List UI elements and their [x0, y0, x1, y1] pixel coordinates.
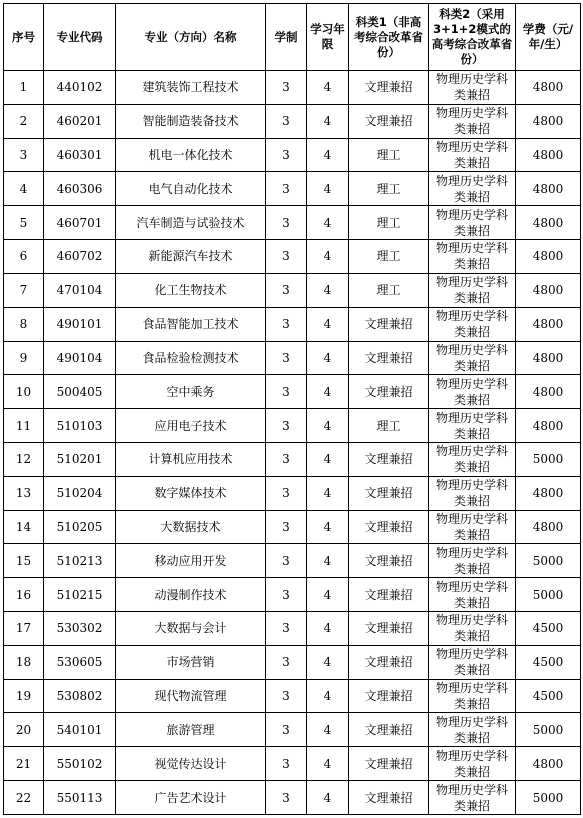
table-row — [4, 578, 581, 612]
cell-system: 3 — [266, 341, 307, 375]
cell-major-name: 现代物流管理 — [116, 679, 266, 713]
cell-years: 4 — [307, 747, 349, 781]
cell-fee: 4800 — [516, 71, 581, 105]
cell-category-1: 文理兼招 — [349, 544, 429, 578]
table-row — [4, 240, 581, 274]
cell-category-1: 文理兼招 — [349, 612, 429, 646]
cell-years: 4 — [307, 476, 349, 510]
cell-system: 3 — [266, 544, 307, 578]
cell-category-2: 物理历史学科类兼招 — [429, 138, 516, 172]
cell-code: 510213 — [44, 544, 116, 578]
cell-years: 4 — [307, 442, 349, 476]
major-fee-table — [3, 3, 581, 815]
cell-category-2: 物理历史学科类兼招 — [429, 713, 516, 747]
cell-system: 3 — [266, 510, 307, 544]
cell-category-1: 文理兼招 — [349, 510, 429, 544]
cell-major-name: 应用电子技术 — [116, 409, 266, 443]
cell-seq: 16 — [4, 578, 44, 612]
cell-system: 3 — [266, 747, 307, 781]
cell-seq: 13 — [4, 476, 44, 510]
header-years: 学习年限 — [307, 4, 349, 71]
cell-years: 4 — [307, 341, 349, 375]
cell-system: 3 — [266, 442, 307, 476]
cell-system: 3 — [266, 273, 307, 307]
header-row — [4, 4, 581, 71]
cell-major-name: 空中乘务 — [116, 375, 266, 409]
cell-code: 500405 — [44, 375, 116, 409]
cell-category-1: 文理兼招 — [349, 747, 429, 781]
cell-years: 4 — [307, 71, 349, 105]
cell-years: 4 — [307, 409, 349, 443]
cell-category-2: 物理历史学科类兼招 — [429, 781, 516, 815]
cell-system: 3 — [266, 104, 307, 138]
cell-seq: 17 — [4, 612, 44, 646]
cell-years: 4 — [307, 612, 349, 646]
cell-seq: 1 — [4, 71, 44, 105]
cell-fee: 4800 — [516, 510, 581, 544]
cell-category-1: 文理兼招 — [349, 713, 429, 747]
cell-years: 4 — [307, 578, 349, 612]
cell-code: 470104 — [44, 273, 116, 307]
table-row — [4, 713, 581, 747]
cell-code: 510103 — [44, 409, 116, 443]
cell-major-name: 汽车制造与试验技术 — [116, 206, 266, 240]
table-row — [4, 645, 581, 679]
cell-seq: 21 — [4, 747, 44, 781]
table-row — [4, 409, 581, 443]
cell-years: 4 — [307, 104, 349, 138]
cell-category-1: 文理兼招 — [349, 645, 429, 679]
cell-category-2: 物理历史学科类兼招 — [429, 206, 516, 240]
header-system: 学制 — [266, 4, 307, 71]
cell-category-1: 理工 — [349, 172, 429, 206]
cell-system: 3 — [266, 172, 307, 206]
cell-fee: 4800 — [516, 138, 581, 172]
cell-seq: 18 — [4, 645, 44, 679]
table-row — [4, 510, 581, 544]
cell-seq: 14 — [4, 510, 44, 544]
cell-category-1: 文理兼招 — [349, 375, 429, 409]
cell-category-2: 物理历史学科类兼招 — [429, 510, 516, 544]
cell-years: 4 — [307, 544, 349, 578]
cell-major-name: 大数据与会计 — [116, 612, 266, 646]
header-category-1: 科类1（非高考综合改革省份） — [349, 4, 429, 71]
cell-major-name: 数字媒体技术 — [116, 476, 266, 510]
cell-years: 4 — [307, 713, 349, 747]
cell-category-1: 文理兼招 — [349, 71, 429, 105]
cell-code: 550113 — [44, 781, 116, 815]
cell-seq: 9 — [4, 341, 44, 375]
cell-fee: 4500 — [516, 612, 581, 646]
cell-code: 530802 — [44, 679, 116, 713]
table-row — [4, 273, 581, 307]
cell-major-name: 市场营销 — [116, 645, 266, 679]
cell-years: 4 — [307, 138, 349, 172]
cell-seq: 11 — [4, 409, 44, 443]
cell-system: 3 — [266, 375, 307, 409]
cell-fee: 5000 — [516, 442, 581, 476]
cell-seq: 6 — [4, 240, 44, 274]
cell-code: 460306 — [44, 172, 116, 206]
table-row — [4, 206, 581, 240]
cell-system: 3 — [266, 679, 307, 713]
cell-major-name: 机电一体化技术 — [116, 138, 266, 172]
table-row — [4, 375, 581, 409]
cell-category-2: 物理历史学科类兼招 — [429, 172, 516, 206]
cell-fee: 4500 — [516, 679, 581, 713]
cell-category-1: 理工 — [349, 240, 429, 274]
cell-category-1: 文理兼招 — [349, 104, 429, 138]
cell-category-1: 理工 — [349, 409, 429, 443]
cell-major-name: 视觉传达设计 — [116, 747, 266, 781]
cell-fee: 5000 — [516, 578, 581, 612]
cell-category-2: 物理历史学科类兼招 — [429, 442, 516, 476]
cell-code: 530605 — [44, 645, 116, 679]
cell-code: 490101 — [44, 307, 116, 341]
cell-years: 4 — [307, 781, 349, 815]
table-row — [4, 71, 581, 105]
cell-system: 3 — [266, 476, 307, 510]
cell-category-2: 物理历史学科类兼招 — [429, 476, 516, 510]
cell-years: 4 — [307, 510, 349, 544]
cell-system: 3 — [266, 206, 307, 240]
cell-code: 460702 — [44, 240, 116, 274]
cell-system: 3 — [266, 307, 307, 341]
cell-system: 3 — [266, 71, 307, 105]
cell-seq: 22 — [4, 781, 44, 815]
cell-category-2: 物理历史学科类兼招 — [429, 578, 516, 612]
cell-seq: 19 — [4, 679, 44, 713]
cell-fee: 4800 — [516, 273, 581, 307]
cell-code: 460201 — [44, 104, 116, 138]
cell-category-1: 文理兼招 — [349, 578, 429, 612]
cell-fee: 5000 — [516, 544, 581, 578]
cell-category-1: 理工 — [349, 138, 429, 172]
cell-seq: 7 — [4, 273, 44, 307]
cell-category-2: 物理历史学科类兼招 — [429, 71, 516, 105]
cell-fee: 4800 — [516, 172, 581, 206]
cell-system: 3 — [266, 138, 307, 172]
table-row — [4, 138, 581, 172]
cell-category-1: 文理兼招 — [349, 341, 429, 375]
cell-major-name: 智能制造装备技术 — [116, 104, 266, 138]
cell-fee: 4800 — [516, 747, 581, 781]
cell-category-2: 物理历史学科类兼招 — [429, 104, 516, 138]
cell-system: 3 — [266, 713, 307, 747]
cell-major-name: 旅游管理 — [116, 713, 266, 747]
cell-seq: 20 — [4, 713, 44, 747]
cell-code: 530302 — [44, 612, 116, 646]
cell-major-name: 食品智能加工技术 — [116, 307, 266, 341]
cell-category-2: 物理历史学科类兼招 — [429, 273, 516, 307]
cell-system: 3 — [266, 409, 307, 443]
cell-major-name: 化工生物技术 — [116, 273, 266, 307]
cell-major-name: 新能源汽车技术 — [116, 240, 266, 274]
cell-fee: 4800 — [516, 375, 581, 409]
header-seq: 序号 — [4, 4, 44, 71]
table-row — [4, 612, 581, 646]
cell-category-2: 物理历史学科类兼招 — [429, 409, 516, 443]
cell-years: 4 — [307, 273, 349, 307]
cell-category-1: 文理兼招 — [349, 442, 429, 476]
cell-category-1: 理工 — [349, 206, 429, 240]
cell-code: 490104 — [44, 341, 116, 375]
cell-system: 3 — [266, 645, 307, 679]
cell-major-name: 动漫制作技术 — [116, 578, 266, 612]
cell-category-2: 物理历史学科类兼招 — [429, 679, 516, 713]
cell-fee: 4800 — [516, 341, 581, 375]
cell-code: 540101 — [44, 713, 116, 747]
cell-major-name: 广告艺术设计 — [116, 781, 266, 815]
cell-category-2: 物理历史学科类兼招 — [429, 645, 516, 679]
cell-code: 550102 — [44, 747, 116, 781]
table-row — [4, 544, 581, 578]
cell-fee: 4800 — [516, 409, 581, 443]
cell-years: 4 — [307, 172, 349, 206]
cell-code: 460301 — [44, 138, 116, 172]
cell-seq: 12 — [4, 442, 44, 476]
cell-code: 510201 — [44, 442, 116, 476]
cell-seq: 2 — [4, 104, 44, 138]
cell-category-2: 物理历史学科类兼招 — [429, 544, 516, 578]
cell-major-name: 电气自动化技术 — [116, 172, 266, 206]
cell-category-1: 文理兼招 — [349, 781, 429, 815]
table-row — [4, 679, 581, 713]
cell-code: 510204 — [44, 476, 116, 510]
cell-category-1: 理工 — [349, 273, 429, 307]
cell-years: 4 — [307, 307, 349, 341]
cell-major-name: 大数据技术 — [116, 510, 266, 544]
cell-fee: 5000 — [516, 781, 581, 815]
cell-category-1: 文理兼招 — [349, 476, 429, 510]
cell-category-2: 物理历史学科类兼招 — [429, 240, 516, 274]
cell-category-2: 物理历史学科类兼招 — [429, 747, 516, 781]
cell-system: 3 — [266, 781, 307, 815]
cell-years: 4 — [307, 645, 349, 679]
header-name: 专业（方向）名称 — [116, 4, 266, 71]
table-row — [4, 172, 581, 206]
cell-seq: 5 — [4, 206, 44, 240]
header-code: 专业代码 — [44, 4, 116, 71]
table-row — [4, 307, 581, 341]
cell-years: 4 — [307, 375, 349, 409]
cell-seq: 4 — [4, 172, 44, 206]
cell-major-name: 计算机应用技术 — [116, 442, 266, 476]
cell-category-1: 文理兼招 — [349, 307, 429, 341]
cell-system: 3 — [266, 578, 307, 612]
cell-category-1: 文理兼招 — [349, 679, 429, 713]
cell-fee: 5000 — [516, 713, 581, 747]
table-body — [4, 71, 581, 815]
cell-years: 4 — [307, 206, 349, 240]
cell-system: 3 — [266, 240, 307, 274]
cell-category-2: 物理历史学科类兼招 — [429, 307, 516, 341]
cell-fee: 4800 — [516, 476, 581, 510]
header-category-2: 科类2（采用3+1+2模式的高考综合改革省份） — [429, 4, 516, 71]
cell-category-2: 物理历史学科类兼招 — [429, 341, 516, 375]
cell-major-name: 建筑装饰工程技术 — [116, 71, 266, 105]
cell-years: 4 — [307, 679, 349, 713]
cell-fee: 4800 — [516, 307, 581, 341]
table-row — [4, 476, 581, 510]
header-fee: 学费（元/年/生） — [516, 4, 581, 71]
cell-fee: 4800 — [516, 104, 581, 138]
table-row — [4, 104, 581, 138]
cell-code: 440102 — [44, 71, 116, 105]
table-row — [4, 781, 581, 815]
cell-seq: 15 — [4, 544, 44, 578]
cell-years: 4 — [307, 240, 349, 274]
cell-code: 460701 — [44, 206, 116, 240]
cell-major-name: 食品检验检测技术 — [116, 341, 266, 375]
cell-fee: 4800 — [516, 206, 581, 240]
cell-category-2: 物理历史学科类兼招 — [429, 375, 516, 409]
cell-fee: 4800 — [516, 240, 581, 274]
cell-category-2: 物理历史学科类兼招 — [429, 612, 516, 646]
cell-code: 510205 — [44, 510, 116, 544]
cell-code: 510215 — [44, 578, 116, 612]
cell-major-name: 移动应用开发 — [116, 544, 266, 578]
cell-fee: 4500 — [516, 645, 581, 679]
table-row — [4, 341, 581, 375]
cell-seq: 3 — [4, 138, 44, 172]
table-row — [4, 442, 581, 476]
cell-seq: 8 — [4, 307, 44, 341]
cell-system: 3 — [266, 612, 307, 646]
table-row — [4, 747, 581, 781]
cell-seq: 10 — [4, 375, 44, 409]
